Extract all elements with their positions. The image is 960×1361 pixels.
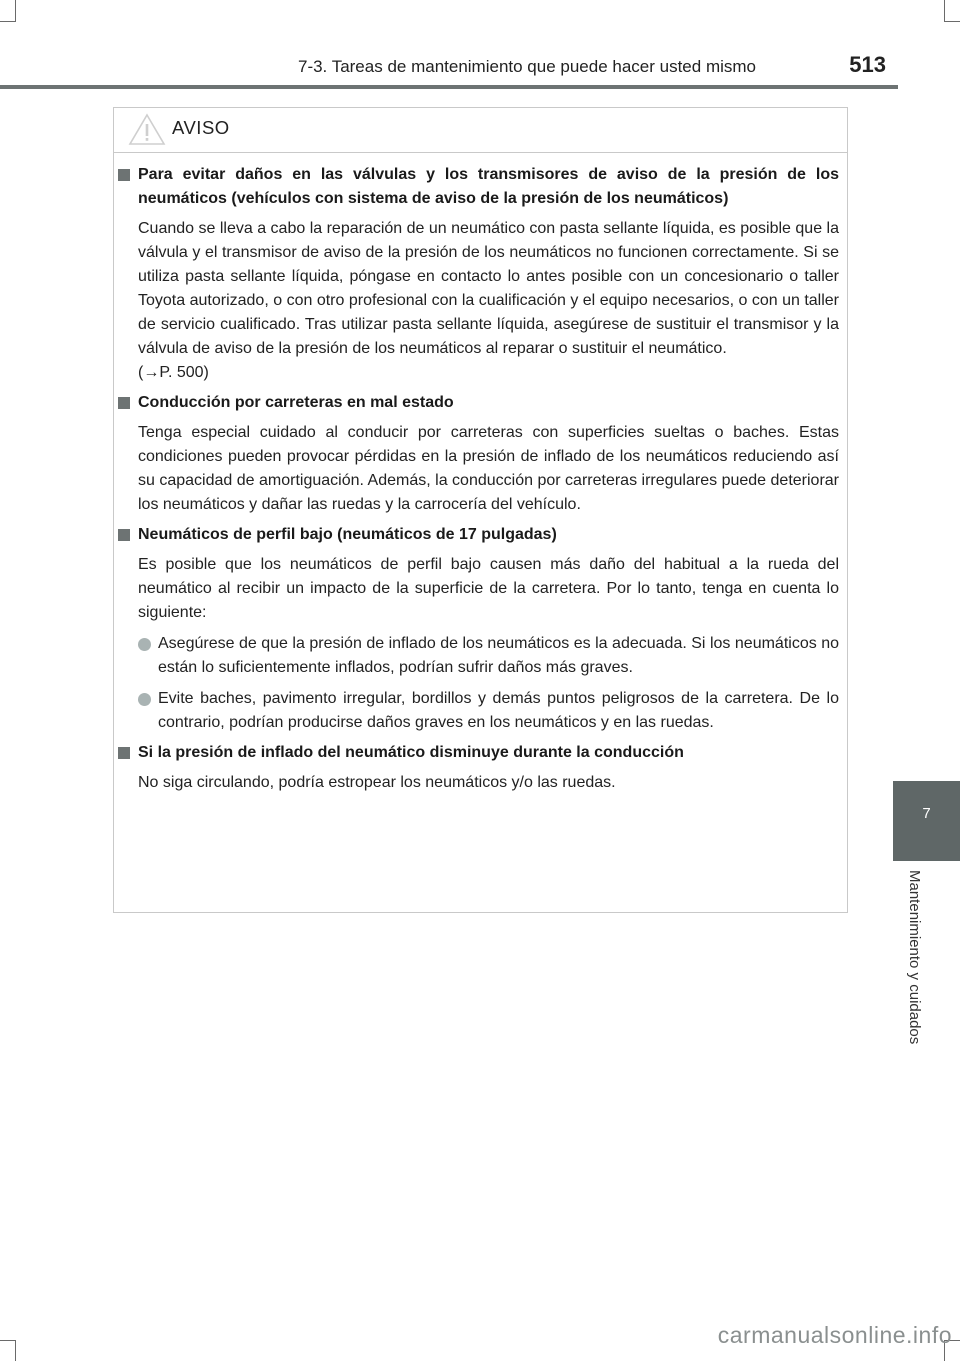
item-text: Es posible que los neumáticos de perfil bajo causen más daño del habitual a la rueda del neumático al recibir un impacto de la superficie de la carretera. Por lo tanto, tenga en cuenta lo siguiente: bbox=[138, 556, 839, 621]
crop-mark bbox=[944, 0, 945, 22]
list-item bbox=[138, 687, 839, 735]
square-bullet-icon bbox=[118, 747, 130, 759]
chapter-label: Mantenimiento y cuidados bbox=[906, 870, 923, 1045]
warning-triangle-icon bbox=[128, 113, 166, 146]
crop-mark bbox=[15, 0, 16, 22]
circle-bullet-icon bbox=[138, 638, 151, 651]
notice-header bbox=[114, 108, 847, 153]
item-text: Tenga especial cuidado al conducir por carreteras con superficies sueltas o baches. Estas condiciones pueden provocar pérdidas en la presión de inflado de los neumáticos reduciendo así su capacidad de amortiguación. Además, la conducción por carreteras irregulares puede deteriorar los neumáticos y dañar las ruedas y la carrocería del vehículo. bbox=[138, 424, 839, 513]
page-number: 513 bbox=[849, 52, 886, 77]
circle-bullet-icon bbox=[138, 693, 151, 706]
item-text: No siga circulando, podría estropear los neumáticos y/o las ruedas. bbox=[138, 774, 616, 791]
notice-item bbox=[118, 391, 839, 517]
bullet-text: Asegúrese de que la presión de inflado de los neumáticos es la adecuada. Si los neumáticos no están lo suficientemente inflados, podrían sufrir daños más graves. bbox=[158, 635, 839, 676]
square-bullet-icon bbox=[118, 397, 130, 409]
square-bullet-icon bbox=[118, 169, 130, 181]
square-bullet-icon bbox=[118, 529, 130, 541]
item-heading: Para evitar daños en las válvulas y los transmisores de aviso de la presión de los neumáticos (vehículos con sistema de aviso de la presión de los neumáticos) bbox=[138, 166, 839, 207]
watermark: carmanualsonline.info bbox=[717, 1322, 952, 1348]
header-rule bbox=[0, 85, 898, 89]
bullet-text: Evite baches, pavimento irregular, bordillos y demás puntos peligrosos de la carretera. De lo contrario, podrían producirse daños graves en los neumáticos y en las ruedas. bbox=[158, 690, 839, 731]
crop-mark bbox=[0, 21, 16, 22]
page-reference-link[interactable]: (→P. 500) bbox=[138, 364, 209, 381]
notice-item bbox=[118, 523, 839, 735]
notice-item bbox=[118, 741, 839, 795]
item-heading: Si la presión de inflado del neumático disminuye durante la conducción bbox=[138, 744, 684, 761]
item-heading: Conducción por carreteras en mal estado bbox=[138, 394, 454, 411]
notice-title: AVISO bbox=[172, 117, 230, 138]
item-text: Cuando se lleva a cabo la reparación de un neumático con pasta sellante líquida, es posible que la válvula y el transmisor de aviso de la presión de los neumáticos no funcionen correctamente. Si se utiliza pasta sellante líquida, póngase en contacto lo antes posible con un concesionario o taller Toyota autorizado, o con otro profesional con la cualificación y el equipo necesarios, o con un taller de servicio cualificado. Tras utilizar pasta sellante líquida, asegúrese de sustituir el transmisor y la válvula de aviso de la presión de los neumáticos al reparar o sustituir el neumático. bbox=[138, 220, 839, 357]
list-item bbox=[138, 632, 839, 680]
item-heading: Neumáticos de perfil bajo (neumáticos de 17 pulgadas) bbox=[138, 526, 557, 543]
crop-mark bbox=[15, 1340, 16, 1361]
chapter-side-label bbox=[895, 870, 925, 1080]
chapter-number: 7 bbox=[922, 805, 931, 822]
notice-content bbox=[114, 163, 847, 801]
warning-notice-box bbox=[113, 107, 848, 913]
section-title: 7-3. Tareas de mantenimiento que puede hacer usted mismo bbox=[297, 57, 756, 76]
crop-mark bbox=[944, 21, 960, 22]
notice-item bbox=[118, 163, 839, 385]
crop-mark bbox=[0, 1340, 16, 1341]
chapter-tab[interactable] bbox=[893, 781, 960, 861]
